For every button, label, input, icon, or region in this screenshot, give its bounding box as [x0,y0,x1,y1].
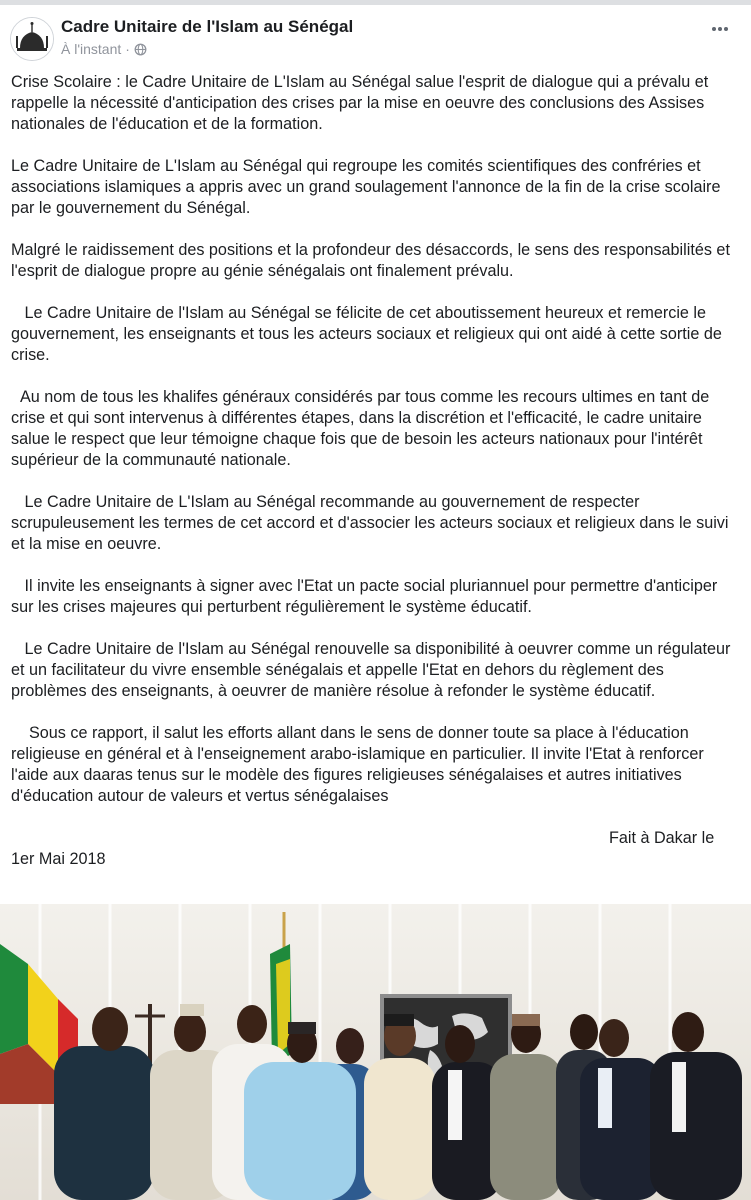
post-paragraph: Crise Scolaire : le Cadre Unitaire de L'Islam au Sénégal salue l'esprit de dialogue qui a prévalu et rappelle la nécessité d'anticipation des crises par la mise en oeuvre des conclusions des Assises nationales de l'éducation et de la formation. [11,73,713,133]
globe-icon[interactable] [134,43,147,56]
post-paragraph: Il invite les enseignants à signer avec l'Etat un pacte social pluriannuel pour permettre d'anticiper sur les crises majeures qui perturbent régulièrement le système éducatif. [11,577,722,616]
post-paragraph: Le Cadre Unitaire de l'Islam au Sénégal renouvelle sa disponibilité à oeuvrer comme un régulateur et un facilitateur du vivre ensemble sénégalais et appelle l'Etat en dehors du règlement des problèmes des enseignants, à oeuvrer de manière résolue à refonder le système éducatif. [11,640,735,700]
post-paragraph: Sous ce rapport, il salut les efforts allant dans le sens de donner toute sa place à l'éducation religieuse en général et à l'enseignement arabo-islamique en particulier. Il invite l'Etat à renforcer l'aide aux daaras tenus sur le modèle des figures religieuses sénégalaises et autres initiatives d'éducation autour de valeurs et vertus sénégalaises [11,724,709,805]
post-paragraph: Le Cadre Unitaire de L'Islam au Sénégal qui regroupe les comités scientifiques des confréries et associations islamiques a appris avec un grand soulagement l'annonce de la fin de la crise scolaire par le gouvernement du Sénégal. [11,157,725,217]
post-meta [61,41,147,57]
group-photo-image [0,904,751,1200]
post-photo[interactable] [0,904,751,1200]
post-paragraph: Le Cadre Unitaire de l'Islam au Sénégal se félicite de cet aboutissement heureux et remercie le gouvernement, les enseignants et tous les acteurs sociaux et religieux qui ont aidé à cette sortie de crise. [11,304,727,364]
page-avatar[interactable] [10,17,54,61]
post-body [11,72,739,870]
more-options-icon [711,26,729,32]
post-header [0,5,751,67]
page-name-link[interactable]: Cadre Unitaire de l'Islam au Sénégal [61,17,354,36]
mosque-logo-icon [11,18,53,60]
post-paragraph: Le Cadre Unitaire de L'Islam au Sénégal recommande au gouvernement de respecter scrupuleusement les termes de cet accord et d'associer les acteurs sociaux et religieux dans le suivi et la mise en oeuvre. [11,493,733,553]
sign-place: Fait à Dakar le [609,829,715,847]
post-paragraph: Au nom de tous les khalifes généraux considérés par tous comme les recours ultimes en tant de crise et qui sont intervenus à différentes étapes, dans la discrétion et l'efficacité, le cadre unitaire salue le respect que leur témoigne chaque fois que de besoin les acteurs nationaux pour l'intérêt supérieur de la communauté nationale. [11,388,714,469]
post-timestamp[interactable]: À l'instant [61,41,122,57]
post-paragraph: Malgré le raidissement des positions et la profondeur des désaccords, le sens des responsabilités et l'esprit de dialogue propre au génie sénégalais ont finalement prévalu. [11,241,735,280]
sign-date: 1er Mai 2018 [11,850,106,868]
more-options-button[interactable] [706,15,734,43]
meta-separator: · [125,41,130,57]
